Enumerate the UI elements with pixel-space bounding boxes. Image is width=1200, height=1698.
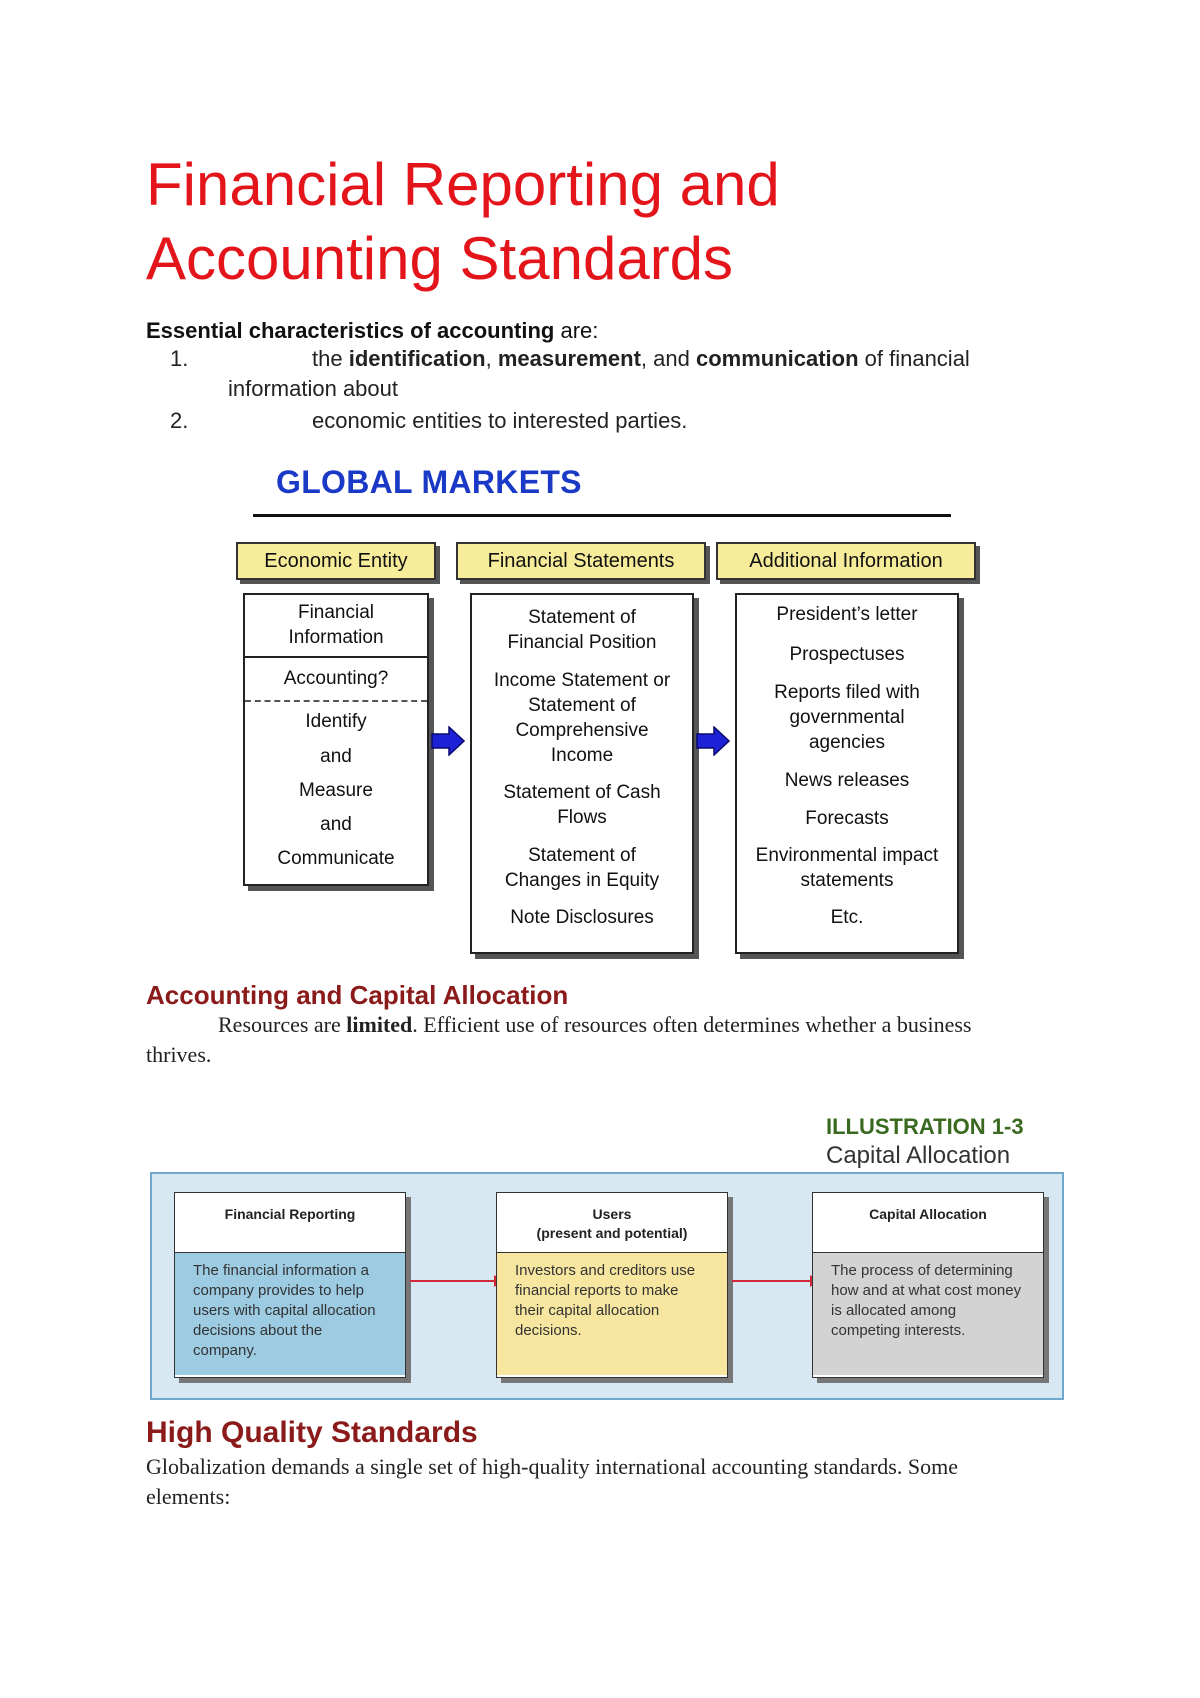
card-title: Financial Reporting <box>224 1206 356 1222</box>
divider <box>245 656 427 658</box>
statement-line: Flows <box>557 807 607 828</box>
paragraph: Resources are limited. Efficient use of resources often determines whether a business <box>218 1012 972 1037</box>
statement-line: Statement of <box>528 845 636 866</box>
intro-line <box>146 318 598 344</box>
header-additional-information: Additional Information <box>716 542 976 580</box>
list-item <box>170 346 1070 406</box>
header-economic-entity: Economic Entity <box>236 542 436 580</box>
additional-line: statements <box>800 870 894 891</box>
page-title: Financial Reporting and Accounting Standards <box>146 151 780 292</box>
list-text: economic entities to interested parties. <box>312 408 688 433</box>
paragraph: Globalization demands a single set of high-quality international accounting standards. Some <box>146 1454 958 1479</box>
additional-line: Prospectuses <box>789 644 905 665</box>
statement-line: Note Disclosures <box>510 907 654 928</box>
card-text: Investors and creditors use financial reports to make their capital allocation decisions. <box>497 1253 727 1375</box>
entity-line: and <box>320 746 352 767</box>
additional-line: Etc. <box>830 907 864 928</box>
entity-line: Identify <box>305 711 367 732</box>
statement-line: Financial Position <box>507 632 657 653</box>
card-text: The financial information a company provides to help users with capital allocation decisions about the company. <box>175 1253 405 1375</box>
statement-line: Changes in Equity <box>504 870 660 891</box>
statement-line: Income Statement or <box>493 670 671 691</box>
additional-line: Reports filed with <box>774 682 920 703</box>
statement-line: Statement of Cash <box>503 782 661 803</box>
capital-allocation-diagram <box>150 1172 1064 1400</box>
illustration-caption: Capital Allocation <box>826 1142 1011 1169</box>
list-text: the identification, measurement, and communication of financial <box>312 346 970 371</box>
card-subtitle: (present and potential) <box>536 1225 688 1241</box>
header-financial-statements: Financial Statements <box>456 542 706 580</box>
arrow-right-icon <box>431 726 465 756</box>
card-text: The process of determining how and at what cost money is allocated among competing interests. <box>813 1253 1043 1375</box>
connector-arrow <box>410 1280 502 1282</box>
financial-statements-box <box>470 593 694 954</box>
section-heading: High Quality Standards <box>146 1416 478 1449</box>
connector-arrow <box>732 1280 818 1282</box>
illustration-number: ILLUSTRATION 1-3 <box>826 1114 1024 1139</box>
entity-question: Accounting? <box>283 668 389 689</box>
economic-entity-box <box>243 593 429 886</box>
paragraph-continuation: thrives. <box>146 1042 212 1067</box>
additional-information-box <box>735 593 959 954</box>
additional-line: News releases <box>784 770 910 791</box>
statement-line: Statement of <box>528 695 636 716</box>
arrow-right-icon <box>696 726 730 756</box>
global-markets-title: GLOBAL MARKETS <box>276 464 582 500</box>
entity-line: Measure <box>299 780 373 801</box>
additional-line: Forecasts <box>805 808 889 829</box>
statement-line: Statement of <box>528 607 636 628</box>
section-heading: Accounting and Capital Allocation <box>146 980 569 1010</box>
card-title: Users <box>592 1206 632 1222</box>
entity-line: Communicate <box>277 848 395 869</box>
card-capital-allocation <box>812 1192 1044 1378</box>
additional-line: President’s letter <box>776 604 918 625</box>
list-number: 1. <box>170 346 189 371</box>
dashed-divider <box>245 700 427 702</box>
additional-line: governmental <box>789 707 905 728</box>
paragraph-continuation: elements: <box>146 1484 231 1509</box>
card-users <box>496 1192 728 1378</box>
additional-line: agencies <box>808 732 886 753</box>
title-rule <box>253 514 951 517</box>
entity-line: Financial <box>297 602 375 623</box>
card-title: Capital Allocation <box>869 1206 987 1222</box>
card-financial-reporting <box>174 1192 406 1378</box>
entity-line: and <box>320 814 352 835</box>
list-number: 2. <box>170 408 189 433</box>
entity-line: Information <box>288 627 384 648</box>
additional-line: Environmental impact <box>755 845 939 866</box>
statement-line: Income <box>550 745 614 766</box>
list-item <box>170 408 1070 438</box>
statement-line: Comprehensive <box>515 720 649 741</box>
intro-bold: Essential characteristics of accounting <box>146 318 555 343</box>
intro-rest: are: <box>554 318 599 343</box>
list-continuation: information about <box>228 376 398 401</box>
